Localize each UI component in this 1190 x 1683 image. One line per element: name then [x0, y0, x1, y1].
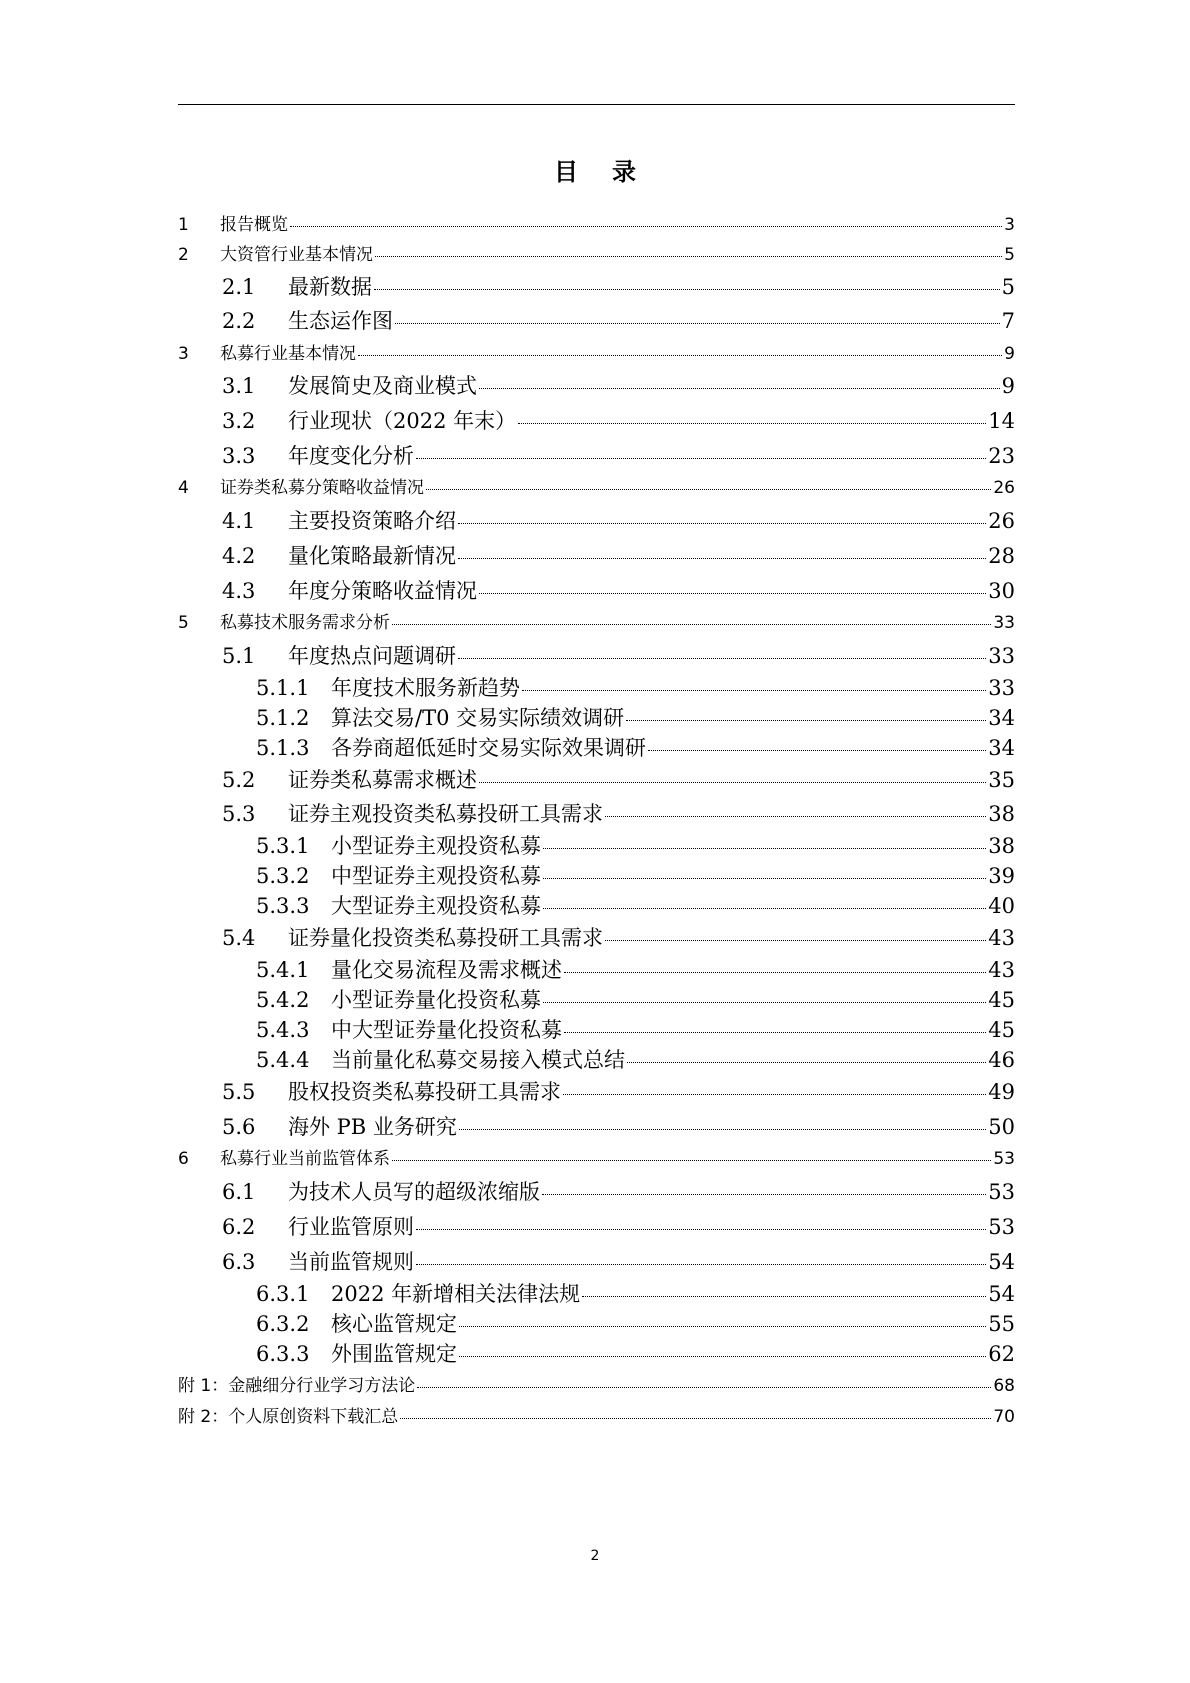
toc-entry-title: 当前监管规则: [288, 1250, 414, 1274]
toc-entry-number: 5.3: [222, 802, 256, 826]
toc-entry-page: 40: [988, 894, 1015, 918]
toc-entry-number: 6.2: [222, 1215, 256, 1239]
toc-entry-number: 5.2: [222, 768, 256, 792]
toc-entry[interactable]: [178, 1044, 1015, 1074]
toc-entry[interactable]: [178, 210, 1015, 235]
dot-leader: [543, 908, 986, 909]
toc-entry-page: 68: [993, 1376, 1015, 1396]
toc-entry-page: 38: [988, 802, 1015, 826]
toc-entry-title: 核心监管规定: [331, 1312, 457, 1336]
toc-entry-page: 28: [988, 544, 1015, 568]
toc-entry[interactable]: [178, 1308, 1015, 1338]
toc-entry-number: 5.3.3: [256, 894, 310, 918]
toc-entry-page: 7: [1001, 309, 1015, 333]
toc-entry-number: 4.3: [222, 579, 256, 603]
dot-leader: [564, 1032, 986, 1033]
toc-entry-title: 海外 PB 业务研究: [288, 1115, 457, 1139]
toc-entry-title: 算法交易/T0 交易实际绩效调研: [331, 706, 625, 730]
toc-entry[interactable]: [178, 954, 1015, 984]
toc-entry[interactable]: [178, 1211, 1015, 1241]
toc-entry-title: 行业监管原则: [288, 1215, 414, 1239]
toc-entry[interactable]: [178, 764, 1015, 794]
toc-entry[interactable]: [178, 505, 1015, 535]
toc-entry[interactable]: [178, 1402, 1015, 1427]
dot-leader: [426, 489, 991, 490]
toc-entry-page: 70: [993, 1407, 1015, 1427]
toc-entry-page: 33: [988, 644, 1015, 668]
toc-entry-page: 34: [988, 706, 1015, 730]
toc-entry-title: 行业现状（2022 年末）: [288, 409, 517, 433]
toc-entry[interactable]: [178, 540, 1015, 570]
dot-leader: [400, 1418, 991, 1419]
toc-entry-page: 30: [988, 579, 1015, 603]
toc-entry-number: 5.5: [222, 1080, 256, 1104]
toc-entry-title: 附 2：个人原创资料下载汇总: [178, 1407, 399, 1427]
header-rule: [178, 104, 1015, 105]
toc-entry-page: 26: [993, 478, 1015, 498]
toc-entry-page: 9: [1004, 344, 1015, 364]
toc-entry-title: 报告概览: [220, 215, 288, 235]
toc-entry[interactable]: [178, 575, 1015, 605]
dot-leader: [582, 1296, 986, 1297]
toc-entry-page: 45: [988, 1018, 1015, 1042]
dot-leader: [417, 1387, 991, 1388]
toc-entry-number: 5.1.3: [256, 736, 310, 760]
toc-entry-title: 证券类私募分策略收益情况: [220, 478, 424, 498]
dot-leader: [392, 624, 991, 625]
toc-entry-number: 4.2: [222, 544, 256, 568]
toc-entry-page: 46: [988, 1048, 1015, 1072]
toc-entry-number: 4: [178, 478, 189, 498]
dot-leader: [563, 1094, 986, 1095]
toc-entry-page: 34: [988, 736, 1015, 760]
toc-entry[interactable]: [178, 702, 1015, 732]
toc-entry[interactable]: [178, 473, 1015, 498]
toc-entry-number: 5.6: [222, 1115, 256, 1139]
toc-entry-title: 各券商超低延时交易实际效果调研: [331, 736, 646, 760]
dot-leader: [627, 1062, 986, 1063]
toc-entry-title: 私募技术服务需求分析: [220, 613, 390, 633]
toc-entry-number: 4.1: [222, 509, 256, 533]
title-char-2: 录: [612, 158, 636, 186]
dot-leader: [374, 289, 1000, 290]
page-number: 2: [590, 1548, 600, 1564]
dot-leader: [479, 593, 986, 594]
toc-entry-number: 3.1: [222, 374, 256, 398]
toc-entry-title: 量化交易流程及需求概述: [331, 958, 562, 982]
toc-entry-page: 35: [988, 768, 1015, 792]
toc-entry-number: 2: [178, 245, 189, 265]
toc-entry-number: 5.4.2: [256, 988, 310, 1012]
dot-leader: [392, 1160, 991, 1161]
toc-entry[interactable]: [178, 440, 1015, 470]
dot-leader: [459, 1326, 986, 1327]
toc-entry[interactable]: [178, 732, 1015, 762]
dot-leader: [358, 355, 1002, 356]
toc-entry-page: 54: [988, 1250, 1015, 1274]
toc-entry-title: 最新数据: [288, 275, 372, 299]
toc-entry-number: 1: [178, 215, 189, 235]
toc-entry-page: 5: [1004, 245, 1015, 265]
dot-leader: [459, 1356, 986, 1357]
toc-entry-number: 6.1: [222, 1180, 256, 1204]
toc-entry-number: 6.3: [222, 1250, 256, 1274]
dot-leader: [605, 940, 986, 941]
dot-leader: [375, 256, 1002, 257]
toc-entry-page: 33: [988, 676, 1015, 700]
toc-entry[interactable]: [178, 1111, 1015, 1141]
toc-entry-page: 54: [988, 1282, 1015, 1306]
toc-entry-page: 53: [993, 1149, 1015, 1169]
toc-entry[interactable]: [178, 890, 1015, 920]
title-char-1: 目: [554, 158, 578, 186]
toc-entry-number: 5.1: [222, 644, 256, 668]
dot-leader: [522, 690, 986, 691]
toc-entry-number: 2.2: [222, 309, 256, 333]
dot-leader: [479, 388, 1000, 389]
toc-entry-title: 当前量化私募交易接入模式总结: [331, 1048, 625, 1072]
toc-entry-page: 55: [988, 1312, 1015, 1336]
dot-leader: [605, 816, 986, 817]
dot-leader: [564, 972, 986, 973]
toc-entry-page: 43: [988, 926, 1015, 950]
toc-entry-page: 50: [988, 1115, 1015, 1139]
toc-entry-page: 3: [1004, 215, 1015, 235]
toc-entry[interactable]: [178, 405, 1015, 435]
toc-entry-title: 年度分策略收益情况: [288, 579, 477, 603]
toc-entry-page: 62: [988, 1342, 1015, 1366]
toc-entry-page: 9: [1001, 374, 1015, 398]
toc-entry-number: 5: [178, 613, 189, 633]
toc-entry[interactable]: [178, 370, 1015, 400]
toc-entry-title: 发展简史及商业模式: [288, 374, 477, 398]
toc-entry-title: 主要投资策略介绍: [288, 509, 456, 533]
toc-entry[interactable]: [178, 1014, 1015, 1044]
toc-entry-page: 45: [988, 988, 1015, 1012]
dot-leader: [416, 1229, 986, 1230]
toc-entry-title: 年度变化分析: [288, 444, 414, 468]
toc-entry-title: 2022 年新增相关法律法规: [331, 1282, 581, 1306]
toc-entry-number: 3: [178, 344, 189, 364]
toc-entry[interactable]: [178, 922, 1015, 952]
toc-entry-title: 证券量化投资类私募投研工具需求: [288, 926, 603, 950]
toc-entry-page: 38: [988, 834, 1015, 858]
toc-entry-number: 2.1: [222, 275, 256, 299]
toc-entry-page: 43: [988, 958, 1015, 982]
toc-entry[interactable]: [178, 640, 1015, 670]
toc-entry[interactable]: [178, 1144, 1015, 1169]
toc-entry-title: 年度技术服务新趋势: [331, 676, 520, 700]
toc-entry-title: 中型证券主观投资私募: [331, 864, 541, 888]
dot-leader: [458, 558, 986, 559]
toc-entry-title: 大资管行业基本情况: [220, 245, 373, 265]
toc-entry-title: 小型证券量化投资私募: [331, 988, 541, 1012]
toc-entry-number: 5.4.1: [256, 958, 310, 982]
toc-entry[interactable]: [178, 1246, 1015, 1276]
toc-entry[interactable]: [178, 798, 1015, 828]
toc-entry-title: 附 1：金融细分行业学习方法论: [178, 1376, 416, 1396]
toc-entry-title: 量化策略最新情况: [288, 544, 456, 568]
toc-entry[interactable]: [178, 1278, 1015, 1308]
toc-entry-page: 23: [988, 444, 1015, 468]
toc-entry-page: 5: [1001, 275, 1015, 299]
toc-entry-number: 5.3.2: [256, 864, 310, 888]
toc-entry-number: 5.4: [222, 926, 256, 950]
dot-leader: [518, 423, 986, 424]
toc-entry-number: 5.4.3: [256, 1018, 310, 1042]
toc-entry-title: 证券主观投资类私募投研工具需求: [288, 802, 603, 826]
toc-entry-title: 大型证券主观投资私募: [331, 894, 541, 918]
toc-entry-title: 生态运作图: [288, 309, 393, 333]
toc-entry[interactable]: [178, 860, 1015, 890]
toc-entry-page: 53: [988, 1215, 1015, 1239]
toc-entry[interactable]: [178, 1076, 1015, 1106]
toc-entry-number: 5.1.2: [256, 706, 310, 730]
toc-entry[interactable]: [178, 1176, 1015, 1206]
dot-leader: [290, 226, 1002, 227]
toc-entry-page: 26: [988, 509, 1015, 533]
toc-entry[interactable]: [178, 1338, 1015, 1368]
toc-entry-number: 3.3: [222, 444, 256, 468]
toc-entry-title: 中大型证券量化投资私募: [331, 1018, 562, 1042]
toc-entry-title: 股权投资类私募投研工具需求: [288, 1080, 561, 1104]
toc-entry-title: 小型证券主观投资私募: [331, 834, 541, 858]
dot-leader: [543, 878, 986, 879]
toc-entry[interactable]: [178, 830, 1015, 860]
dot-leader: [542, 1194, 986, 1195]
toc-entry-page: 53: [988, 1180, 1015, 1204]
dot-leader: [416, 458, 986, 459]
toc-entry-title: 为技术人员写的超级浓缩版: [288, 1180, 540, 1204]
toc-entry-number: 5.1.1: [256, 676, 310, 700]
dot-leader: [543, 1002, 986, 1003]
dot-leader: [626, 720, 986, 721]
toc-entry-number: 6.3.2: [256, 1312, 310, 1336]
dot-leader: [543, 848, 986, 849]
toc-entry[interactable]: [178, 1371, 1015, 1396]
toc-entry[interactable]: [178, 271, 1015, 301]
toc-entry-number: 6: [178, 1149, 189, 1169]
toc-entry-page: 49: [988, 1080, 1015, 1104]
dot-leader: [648, 750, 986, 751]
toc-entry[interactable]: [178, 672, 1015, 702]
toc-entry-page: 14: [988, 409, 1015, 433]
dot-leader: [458, 658, 986, 659]
toc-entry[interactable]: [178, 608, 1015, 633]
toc-entry-title: 年度热点问题调研: [288, 644, 456, 668]
toc-entry-title: 私募行业当前监管体系: [220, 1149, 390, 1169]
toc-entry-page: 33: [993, 613, 1015, 633]
page-title: [0, 152, 1190, 187]
toc-entry[interactable]: [178, 984, 1015, 1014]
toc-entry-title: 证券类私募需求概述: [288, 768, 477, 792]
toc-entry-number: 5.3.1: [256, 834, 310, 858]
toc-entry-title: 私募行业基本情况: [220, 344, 356, 364]
toc-entry[interactable]: [178, 240, 1015, 265]
toc-entry-number: 5.4.4: [256, 1048, 310, 1072]
dot-leader: [479, 782, 986, 783]
toc-entry-number: 6.3.3: [256, 1342, 310, 1366]
dot-leader: [458, 523, 986, 524]
toc-entry[interactable]: [178, 339, 1015, 364]
dot-leader: [459, 1129, 986, 1130]
toc-entry-number: 3.2: [222, 409, 256, 433]
dot-leader: [395, 323, 1000, 324]
toc-entry-title: 外围监管规定: [331, 1342, 457, 1366]
toc-entry-number: 6.3.1: [256, 1282, 310, 1306]
dot-leader: [416, 1264, 986, 1265]
toc-entry[interactable]: [178, 305, 1015, 335]
toc-entry-page: 39: [988, 864, 1015, 888]
